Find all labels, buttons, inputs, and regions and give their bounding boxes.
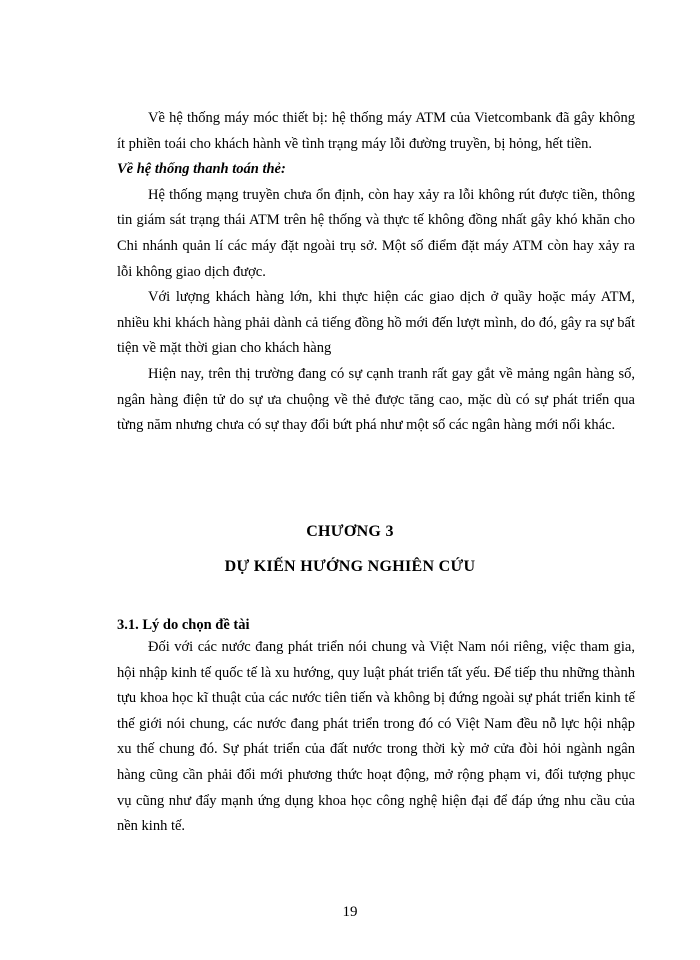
subheading-card-payment: Về hệ thống thanh toán thẻ: [117, 161, 286, 178]
paragraph-customers: Với lượng khách hàng lớn, khi thực hiện các giao dịch ở quầy hoặc máy ATM, nhiều khi khách hàng phải dành cả tiếng đồng hồ mới đến lượt mình, do đó, gây ra sự bất tiện về mặt thời gian cho khách hàng [117, 289, 635, 357]
paragraph-equipment: Về hệ thống máy móc thiết bị: hệ thống máy ATM của Vietcombank đã gây không ít phiền toái cho khách hành về tình trạng máy lỗi đường truyền, bị hỏng, hết tiền. [117, 110, 635, 152]
chapter-number: CHƯƠNG 3 [306, 523, 394, 540]
paragraph-competition: Hiện nay, trên thị trường đang có sự cạnh tranh rất gay gắt về mảng ngân hàng số, ngân hàng điện tử do sự ưa chuộng về thẻ được tăng cao, mặc dù có sự phát triển qua từng năm nhưng chưa có sự thay đổi bứt phá như một số các ngân hàng mới nổi khác. [117, 365, 635, 434]
paragraph-network: Hệ thống mạng truyền chưa ổn định, còn hay xảy ra lỗi không rút được tiền, thông tin giám sát trạng thái ATM trên hệ thống và thực tế không đồng nhất gây khó khăn cho Chi nhánh quản lí các máy đặt ngoài trụ sở. Một số điểm đặt máy ATM còn hay xảy ra lỗi không giao dịch được. [117, 186, 635, 280]
paragraph-reason: Đối với các nước đang phát triển nói chung và Việt Nam nói riêng, việc tham gia, hội nhập kinh tế quốc tế là xu hướng, quy luật phát triển tất yếu. Để tiếp thu những thành tựu khoa học kĩ thuật của các nước tiên tiến và không bị đứng ngoài sự phát triển kinh tế thế giới nói chung, các nước đang phát triển trong đó có Việt Nam đều nỗ lực hội nhập xu thế chung đó. Sự phát triển của đất nước trong thời kỳ mở cửa đòi hỏi ngành ngân hàng cũng cần phải đổi mới phương thức hoạt động, mở rộng phạm vi, đối tượng phục vụ cũng như đẩy mạnh ứng dụng khoa học công nghệ hiện đại để đáp ứng nhu cầu của nền kinh tế. [117, 639, 635, 835]
chapter-title: DỰ KIẾN HƯỚNG NGHIÊN CỨU [224, 558, 476, 575]
page-number: 19 [342, 904, 358, 920]
top-text-block [117, 106, 635, 439]
section-text-block [117, 635, 635, 840]
section-heading: 3.1. Lý do chọn đề tài [117, 617, 250, 633]
